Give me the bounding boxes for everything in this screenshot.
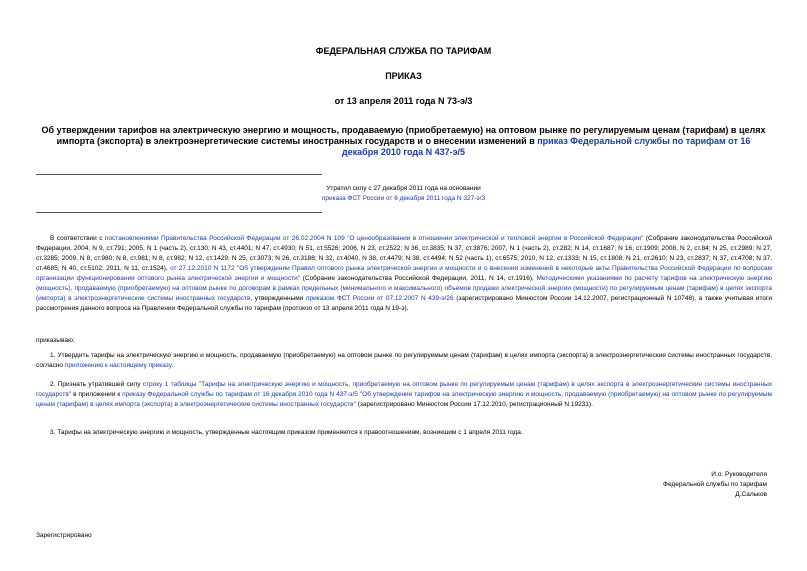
item1-text-1: 1. Утвердить тарифы на электрическую энергию и мощность, продаваемую (приобретаемую) на оптовом рынке по регулируемым ценам (тарифам) в целях импорта (экспорта) в электроэнергетические системы иностранных государств, согласно (36, 352, 772, 369)
agency-heading: ФЕДЕРАЛЬНАЯ СЛУЖБА ПО ТАРИФАМ (315, 46, 492, 56)
title-link[interactable]: приказ Федеральной службы по тарифам от 16 декабря 2010 года N 437-э/5 (341, 136, 751, 157)
item2-link-2[interactable]: приказу Федеральной службы по тарифам от 16 декабря 2010 года N 437-э/5 "Об утверждении тарифов на электрическую энергию и мощность, продаваемую (приобретаемую) на оптовом рынке по регулируемым ценам (тарифам) в целях импорта (экспорта) в электроэнергетические системы иностранных государств" (36, 391, 772, 408)
status-annotation (200, 184, 607, 204)
annotation-line1: Утратил силу с 27 декабря 2011 года на основании (326, 185, 481, 192)
item-3-paragraph: 3. Тарифы на электрическую энергию и мощность, утвержденные настоящим приказом применяются к правоотношениям, возникшим с 1 апреля 2011 года. (50, 429, 523, 436)
item-1-paragraph (36, 351, 772, 371)
divider-top (36, 174, 322, 175)
annotation-link[interactable]: приказа ФСТ России от 6 декабря 2011 года N 327-э/3 (321, 195, 486, 202)
preamble-link-2[interactable]: от 27.12.2010 N 1172 "Об утверждении Правил оптового рынка электрической энергии и мощности и о внесении изменений в некоторые акты Правительства Российской Федерации по вопросам организации функционирования оптового рынка электрической энергии и мощности" (36, 265, 772, 282)
item2-link-1[interactable]: строку 1 таблицы "Тарифы на электрическую энергию и мощность, приобретаемую на оптовом рынке по регулируемым ценам (тарифам) в целях экспорта в электроэнергетические системы иностранных государств" (36, 381, 772, 398)
doc-date-number: от 13 апреля 2011 года N 73-э/3 (334, 96, 473, 106)
item2-text-3: (зарегистрировано Минюстом России 17.12.2010, регистрационный N 19231). (355, 401, 593, 408)
title-text: Об утверждении тарифов на электрическую энергию и мощность, продаваемую (приобретаемую) на оптовом рынке по регулируемым ценам (тарифам) в целях импорта (экспорта) в электроэнергетические системы иностранных государств и о внесении изменений в (41, 125, 766, 146)
document-title (40, 125, 767, 158)
doc-type-heading: ПРИКАЗ (385, 71, 422, 81)
item2-text-1: 2. Признать утратившей силу (50, 381, 143, 388)
signature-name: Д.Сальков (735, 491, 767, 498)
item1-link[interactable]: приложению к настоящему приказу (64, 362, 172, 369)
divider-bottom (36, 212, 322, 213)
preamble-text-4: , утвержденными (250, 295, 306, 302)
item2-text-2: в приложении к (71, 391, 123, 398)
preamble-link-3[interactable]: Методическими указаниями по расчету тарифов на электрическую энергию (мощность), продаваемую (приобретаемую) на оптовом рынке по договорам в рамках предельных (минимального и максимального) объемов продажи электрической энергии (мощности) по регулируемым ценам (тарифам) в целях экспорта (импорта) в электроэнергетические системы иностранных государств (36, 275, 772, 302)
preamble-text-3: (Собрание законодательства Российской Федерации, 2011, N 14, ст.1916), (300, 275, 537, 282)
item-2-paragraph (36, 380, 772, 410)
signature-block (663, 470, 767, 500)
preamble-text-5: (зарегистрировано Минюстом России 14.12.2007, регистрационный N 10748), а также учитывая итоги рассмотрения данного вопроса на Правлении Федеральной службы по тарифам (протокол от 13 апреля 2011 года N 19-э), (36, 295, 772, 312)
signature-agency: Федеральной службы по тарифам (663, 481, 767, 488)
preamble-text-1: В соответствии с (50, 235, 105, 242)
preamble-link-1[interactable]: постановлениями Правительства Российской Федерации от 26.02.2004 N 109 "О ценообразовании в отношении электрической и тепловой энергии в Российской Федерации" (104, 235, 644, 242)
item1-text-2: . (171, 362, 174, 369)
registered-label: Зарегистрировано (36, 532, 92, 539)
orders-word: приказываю: (36, 337, 75, 344)
preamble-text-2: (Собрание законодательства Российской Федерации, 2004, N 9, ст.791; 2005, N 1 (часть 2), ст.130; N 43, ст.4401; N 47, ст.4930; N 51, ст.5526; 2006, N 23, ст.2522; N 36, ст.3835; N 37, ст.3876; 2007, N 1 (часть 2), ст.282; N 14, ст.1687; N 16, ст.1909; 2008, N 2, ст.84; N 25, ст.2989; N 27, ст.3285; 2009, N 8, ст.980; N 8, ст.981; N 8, ст.982; N 12, ст.1429; N 25, ст.3073; N 26, ст.3188; N 32, ст.4040, N 38, ст.4479; N 38, ст.4494; N 52 (часть 1), ст.6575; 2010, N 12, ст.1333; N 15, ст.1808; N 21, ст.2610; N 23, ст.2837; N 37, ст.4708; N 37, ст.4685; N 40, ст.5102; 2011, N 11, ст.1524), (36, 235, 772, 272)
signature-position: И.о. Руководителя (711, 471, 767, 478)
preamble-paragraph (36, 234, 772, 314)
preamble-link-4[interactable]: приказом ФСТ России от 07.12.2007 N 439-э/26 (305, 295, 454, 302)
